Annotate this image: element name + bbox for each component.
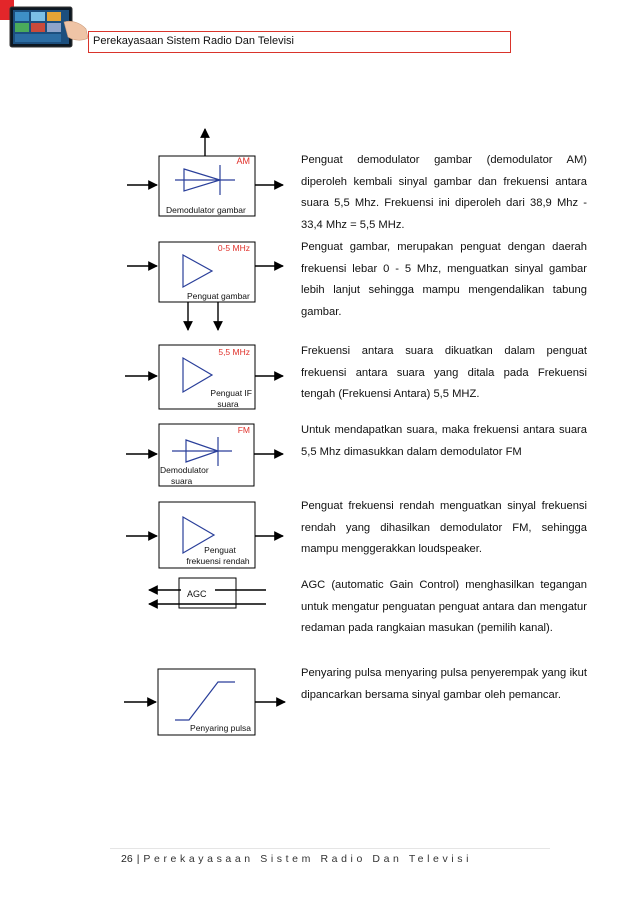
penguat-gambar-block	[127, 242, 283, 330]
description-paragraph: Untuk mendapatkan suara, maka frekuensi antara suara 5,5 Mhz dimasukkan dalam demodulator FM	[301, 424, 587, 458]
penguat-frekuensi-rendah-block	[126, 502, 283, 568]
description-paragraph: AGC (automatic Gain Control) menghasilkan tegangan untuk mengatur penguatan penguat antara dan mengatur redaman pada rangkaian masukan (pemilih kanal).	[301, 579, 587, 634]
page-number: 26	[121, 853, 133, 865]
block-tag: 0-5 MHz	[217, 243, 250, 253]
block-diagram	[0, 0, 300, 903]
block-label-line2: frekuensi rendah	[186, 556, 250, 566]
description-paragraph: Penguat gambar, merupakan penguat dengan daerah frekuensi lebar 0 - 5 Mhz, menguatkan sinyal gambar lebih lanjut sehingga mampu mengendalikan tabung gambar.	[301, 241, 587, 318]
footer-title: Perekayasaan Sistem Radio Dan Televisi	[143, 853, 473, 865]
block-label-line1: Penguat IF	[210, 388, 252, 398]
block-label-line1: Penguat	[204, 545, 236, 555]
block-label: Penyaring pulsa	[190, 723, 251, 733]
description-paragraph: Penguat demodulator gambar (demodulator AM) diperoleh kembali sinyal gambar dan frekuensi antara suara 5,5 Mhz. Frekuensi ini diperoleh dari 38,9 Mhz - 33,4 Mhz = 5,5 MHz.	[301, 154, 587, 231]
description-paragraph: Frekuensi antara suara dikuatkan dalam penguat frekuensi antara suara yang ditala pada Frekuensi tengah (Frekuensi Antara) 5,5 MHZ.	[301, 345, 587, 400]
block-label-line2: suara	[217, 399, 239, 409]
footer-divider	[110, 848, 550, 849]
footer-separator: |	[136, 853, 140, 865]
block-label: Penguat gambar	[187, 291, 250, 301]
block-label-line2: suara	[171, 476, 193, 486]
description-paragraph: Penguat frekuensi rendah menguatkan sinyal frekuensi rendah yang dihasilkan demodulator FM, sehingga mampu menggerakkan loudspeaker.	[301, 500, 587, 555]
demodulator-gambar-block	[127, 129, 283, 216]
penyaring-pulsa-block	[124, 669, 285, 735]
agc-block	[149, 578, 266, 608]
demodulator-suara-block	[126, 424, 283, 486]
block-label: AGC	[187, 589, 207, 599]
block-tag: FM	[237, 425, 250, 435]
description-paragraph: Penyaring pulsa menyaring pulsa penyerempak yang ikut dipancarkan bersama sinyal gambar oleh pemancar.	[301, 667, 587, 701]
page-footer	[121, 853, 472, 865]
block-tag: AM	[236, 156, 250, 166]
penguat-if-suara-block	[125, 345, 283, 409]
header-title: Perekayasaan Sistem Radio Dan Televisi	[93, 35, 294, 47]
block-label-line1: Demodulator	[160, 465, 209, 475]
block-tag: 5,5 MHz	[218, 347, 250, 357]
block-label: Demodulator gambar	[166, 205, 246, 215]
